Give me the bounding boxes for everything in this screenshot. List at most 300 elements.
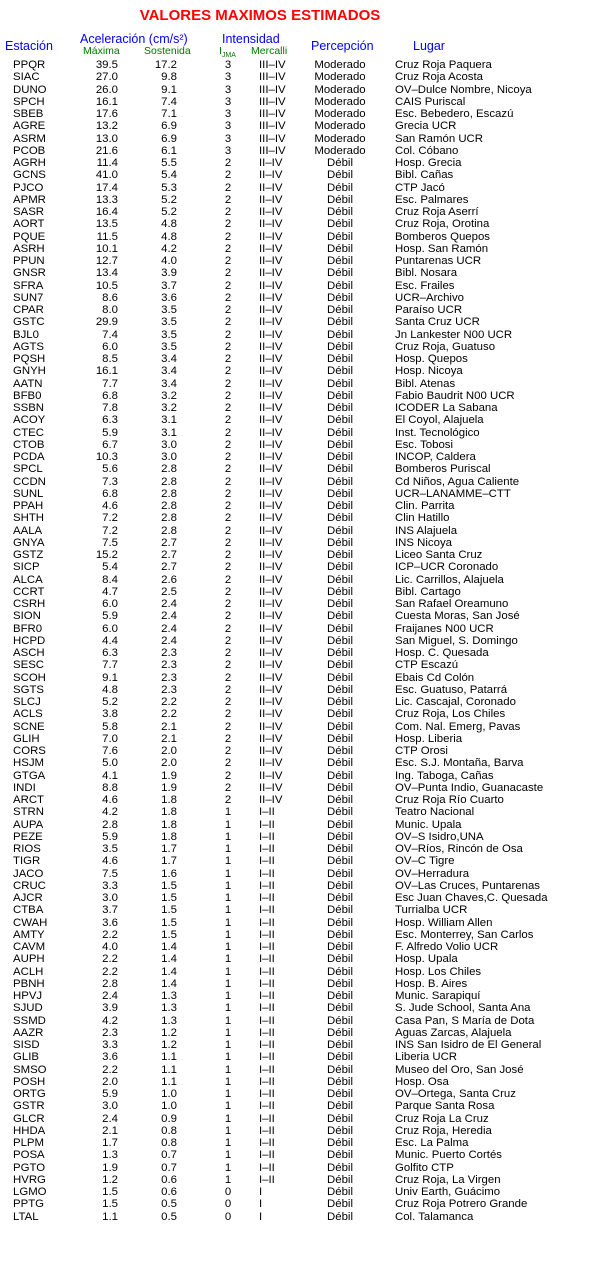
max-accel-cell: 5.9 <box>102 830 118 843</box>
place-cell: Hosp. Quepos <box>395 353 468 365</box>
table-row <box>0 598 590 610</box>
place-cell: Esc Juan Chaves,C. Quesada <box>395 892 548 904</box>
ijma-cell: 2 <box>224 622 232 635</box>
table-row <box>0 231 590 243</box>
max-accel-cell: 2.2 <box>102 928 118 941</box>
max-accel-cell: 26.0 <box>95 83 118 96</box>
mercalli-cell: II–IV <box>259 659 283 672</box>
place-cell: CTP Orosi <box>395 745 448 757</box>
ijma-cell: 2 <box>224 536 232 549</box>
ijma-cell: 2 <box>224 242 232 255</box>
sustained-accel-cell: 1.5 <box>161 879 177 892</box>
mercalli-cell: I <box>259 1198 263 1211</box>
station-cell: AGRE <box>13 120 46 133</box>
place-cell: Cruz Roja, Los Chiles <box>395 708 506 721</box>
ijma-cell: 1 <box>224 1124 232 1137</box>
sustained-accel-cell: 2.4 <box>161 598 177 610</box>
sustained-accel-cell: 0.5 <box>161 1210 177 1223</box>
station-cell: ASCH <box>13 647 45 659</box>
station-cell: PQUE <box>13 230 46 243</box>
place-cell: Cruz Roja Río Cuarto <box>395 794 504 806</box>
acceleration-header: Aceleración (cm/s²) <box>80 32 188 46</box>
sustained-accel-cell: 1.4 <box>161 977 177 990</box>
table-row <box>0 206 590 218</box>
ijma-cell: 2 <box>224 757 232 770</box>
perception-cell: Débil <box>327 708 353 721</box>
mercalli-cell: II–IV <box>259 622 283 635</box>
place-cell: Turrialba UCR <box>395 904 468 917</box>
ijma-cell: 2 <box>224 389 232 402</box>
station-cell: SUN7 <box>13 291 44 304</box>
perception-cell: Débil <box>327 1002 353 1015</box>
perception-cell: Débil <box>327 279 353 292</box>
station-cell: LGMO <box>13 1186 47 1198</box>
place-cell: CTP Escazú <box>395 659 459 672</box>
table-row <box>0 402 590 414</box>
ijma-cell: 2 <box>224 181 232 194</box>
place-cell: Hosp. B. Aires <box>395 977 468 990</box>
ijma-cell: 1 <box>224 1002 232 1015</box>
mercalli-cell: II–IV <box>259 157 283 169</box>
mercalli-cell: II–IV <box>259 647 283 659</box>
station-cell: STRN <box>13 806 45 819</box>
perception-cell: Débil <box>327 977 353 990</box>
ijma-cell: 2 <box>224 402 232 414</box>
mercalli-cell: II–IV <box>259 561 283 574</box>
sustained-accel-cell: 6.9 <box>161 132 177 145</box>
station-cell: CTEC <box>13 426 45 439</box>
perception-cell: Débil <box>327 487 353 500</box>
mercalli-cell: I–II <box>259 1124 275 1137</box>
table-row <box>0 868 590 880</box>
max-accel-cell: 3.3 <box>102 879 118 892</box>
max-accel-cell: 3.3 <box>102 1039 118 1051</box>
sustained-accel-cell: 3.9 <box>161 267 177 280</box>
place-cell: Fabio Baudrit N00 UCR <box>395 389 515 402</box>
station-cell: SCOH <box>13 671 46 684</box>
ijma-cell: 0 <box>224 1186 232 1198</box>
perception-cell: Débil <box>327 1075 353 1088</box>
station-cell: GLIH <box>13 732 40 745</box>
table-row <box>0 978 590 990</box>
station-cell: GNYH <box>13 365 46 378</box>
table-row <box>0 243 590 255</box>
mercalli-cell: II–IV <box>259 598 283 610</box>
ijma-cell: 2 <box>224 671 232 684</box>
station-cell: SUNL <box>13 487 44 500</box>
mercalli-cell: I–II <box>259 892 275 904</box>
ijma-cell: 2 <box>224 328 232 341</box>
station-cell: CPAR <box>13 304 44 316</box>
place-cell: S. Jude School, Santa Ana <box>395 1002 531 1015</box>
table-row <box>0 439 590 451</box>
table-row <box>0 831 590 843</box>
sustained-accel-cell: 3.4 <box>161 353 177 365</box>
perception-cell: Débil <box>327 990 353 1002</box>
ijma-cell: 2 <box>224 340 232 353</box>
station-cell: PBNH <box>13 977 45 990</box>
mercalli-cell: II–IV <box>259 402 283 414</box>
station-cell: CRUC <box>13 879 46 892</box>
mercalli-cell: III–IV <box>259 144 286 157</box>
ijma-cell: 2 <box>224 365 232 378</box>
place-cell: Esc. Bebedero, Escazú <box>395 108 514 120</box>
station-cell: CAVM <box>13 941 46 953</box>
sustained-accel-cell: 1.4 <box>161 953 177 966</box>
max-accel-cell: 4.6 <box>102 500 118 512</box>
sustained-accel-cell: 1.5 <box>161 916 177 929</box>
mercalli-cell: II–IV <box>259 304 283 316</box>
place-cell: Cruz Roja, Orotina <box>395 218 490 231</box>
perception-cell: Débil <box>327 267 353 280</box>
ijma-cell: 2 <box>224 193 232 206</box>
station-cell: INDI <box>13 781 36 794</box>
place-cell: Fraijanes N00 UCR <box>395 622 494 635</box>
place-cell: Esc. Palmares <box>395 193 469 206</box>
mercalli-cell: I–II <box>259 977 275 990</box>
ijma-cell: 3 <box>224 71 232 84</box>
max-accel-cell: 4.2 <box>102 806 118 819</box>
station-cell: PPAH <box>13 500 44 512</box>
mercalli-cell: II–IV <box>259 634 283 647</box>
place-cell: OV–S Isidro,UNA <box>395 830 484 843</box>
max-subheader: Máxima <box>83 45 120 57</box>
ijma-cell: 1 <box>224 953 232 966</box>
place-cell: Jn Lankester N00 UCR <box>395 328 513 341</box>
sustained-accel-cell: 2.1 <box>161 720 177 733</box>
perception-cell: Débil <box>327 536 353 549</box>
max-accel-cell: 5.2 <box>102 696 118 708</box>
perception-cell: Débil <box>327 769 353 782</box>
perception-cell: Moderado <box>314 83 366 96</box>
station-cell: BFB0 <box>13 389 42 402</box>
place-cell: El Coyol, Alajuela <box>395 414 484 427</box>
ijma-cell: 2 <box>224 218 232 231</box>
mercalli-cell: I–II <box>259 1100 275 1113</box>
ijma-cell: 2 <box>224 696 232 708</box>
place-cell: Cruz Roja Paquera <box>395 59 492 71</box>
table-title: VALORES MAXIMOS ESTIMADOS <box>139 7 381 24</box>
mercalli-cell: II–IV <box>259 671 283 684</box>
perception-cell: Débil <box>327 206 353 218</box>
place-cell: Esc. Tobosi <box>395 438 454 451</box>
ijma-cell: 2 <box>224 610 232 623</box>
table-row <box>0 353 590 365</box>
station-cell: AGTS <box>13 340 45 353</box>
table-row <box>0 1100 590 1112</box>
station-cell: LTAL <box>13 1210 39 1223</box>
place-cell: OV–Dulce Nombre, Nicoya <box>395 83 532 96</box>
sustained-accel-cell: 1.2 <box>161 1026 177 1039</box>
station-cell: APMR <box>13 193 46 206</box>
max-accel-cell: 2.8 <box>102 818 118 831</box>
station-cell: GLCR <box>13 1112 45 1125</box>
sustained-accel-cell: 1.1 <box>161 1075 177 1088</box>
ijma-cell: 3 <box>224 132 232 145</box>
mercalli-cell: II–IV <box>259 487 283 500</box>
sustained-accel-cell: 6.1 <box>161 144 177 157</box>
ijma-cell: 2 <box>224 377 232 390</box>
place-cell: Casa Pan, S María de Dota <box>395 1014 535 1027</box>
ijma-cell: 2 <box>224 304 232 316</box>
table-row <box>0 145 590 157</box>
max-accel-cell: 15.2 <box>95 549 118 561</box>
max-accel-cell: 6.8 <box>102 389 118 402</box>
sustained-accel-cell: 1.5 <box>161 892 177 904</box>
mercalli-cell: II–IV <box>259 242 283 255</box>
max-accel-cell: 1.9 <box>102 1161 118 1174</box>
station-cell: AGRH <box>13 157 46 169</box>
station-cell: GSTR <box>13 1100 45 1113</box>
mercalli-cell: I–II <box>259 867 275 880</box>
ijma-cell: 1 <box>224 879 232 892</box>
perception-cell: Débil <box>327 1112 353 1125</box>
table-row <box>0 574 590 586</box>
sustained-accel-cell: 3.4 <box>161 377 177 390</box>
sustained-accel-cell: 2.0 <box>161 757 177 770</box>
perception-cell: Débil <box>327 1100 353 1113</box>
station-cell: AMTY <box>13 928 45 941</box>
table-row <box>0 561 590 573</box>
sustained-accel-cell: 1.8 <box>161 794 177 806</box>
max-accel-cell: 13.4 <box>95 267 118 280</box>
station-cell: GSTC <box>13 316 45 329</box>
mercalli-cell: I <box>259 1210 263 1223</box>
sustained-accel-cell: 1.9 <box>161 781 177 794</box>
place-cell: OV–Ríos, Rincón de Osa <box>395 843 523 855</box>
sustained-accel-cell: 4.8 <box>161 230 177 243</box>
mercalli-cell: II–IV <box>259 451 283 463</box>
mercalli-cell: II–IV <box>259 340 283 353</box>
mercalli-cell: II–IV <box>259 193 283 206</box>
mercalli-cell: I–II <box>259 879 275 892</box>
ijma-cell: 2 <box>224 267 232 280</box>
ijma-cell: 2 <box>224 561 232 574</box>
perception-cell: Débil <box>327 634 353 647</box>
ijma-sub: JMA <box>221 52 236 60</box>
table-row <box>0 696 590 708</box>
table-row <box>0 280 590 292</box>
sustained-subheader: Sostenida <box>144 45 191 57</box>
max-accel-cell: 6.8 <box>102 487 118 500</box>
max-accel-cell: 17.6 <box>95 108 118 120</box>
ijma-cell: 2 <box>224 414 232 427</box>
station-cell: CCDN <box>13 475 46 488</box>
ijma-cell: 2 <box>224 659 232 672</box>
perception-cell: Débil <box>327 475 353 488</box>
table-row <box>0 721 590 733</box>
ijma-cell: 1 <box>224 867 232 880</box>
place-cell: Hosp. Grecia <box>395 157 462 169</box>
mercalli-cell: I–II <box>259 928 275 941</box>
place-cell: Hosp. San Ramón <box>395 242 489 255</box>
sustained-accel-cell: 9.1 <box>161 83 177 96</box>
perception-cell: Débil <box>327 218 353 231</box>
place-cell: Puntarenas UCR <box>395 255 482 267</box>
place-cell: Inst. Tecnológico <box>395 426 480 439</box>
mercalli-subheader: Mercalli <box>251 45 288 57</box>
max-accel-cell: 7.4 <box>102 328 118 341</box>
place-cell: Com. Nal. Emerg, Pavas <box>395 720 521 733</box>
max-accel-cell: 8.8 <box>102 781 118 794</box>
station-cell: GCNS <box>13 169 46 182</box>
sustained-accel-cell: 2.8 <box>161 475 177 488</box>
station-cell: SASR <box>13 206 45 218</box>
mercalli-cell: II–IV <box>259 316 283 329</box>
intensity-header: Intensidad <box>222 32 280 46</box>
mercalli-cell: III–IV <box>259 108 286 120</box>
place-cell: Aguas Zarcas, Alajuela <box>395 1026 512 1039</box>
mercalli-cell: II–IV <box>259 732 283 745</box>
station-cell: SJUD <box>13 1002 43 1015</box>
place-cell: Esc. La Palma <box>395 1137 469 1149</box>
place-cell: Lic. Cascajal, Coronado <box>395 696 516 708</box>
table-row <box>0 537 590 549</box>
ijma-cell: 2 <box>224 573 232 586</box>
mercalli-cell: I–II <box>259 855 275 868</box>
max-accel-cell: 8.4 <box>102 573 118 586</box>
sustained-accel-cell: 0.6 <box>161 1186 177 1198</box>
station-cell: PGTO <box>13 1161 46 1174</box>
table-row <box>0 1137 590 1149</box>
place-cell: Bibl. Cañas <box>395 169 454 182</box>
ijma-cell: 3 <box>224 95 232 108</box>
ijma-cell: 3 <box>224 120 232 133</box>
sustained-accel-cell: 3.0 <box>161 451 177 463</box>
perception-cell: Débil <box>327 1039 353 1051</box>
ijma-cell: 2 <box>224 585 232 598</box>
perception-cell: Débil <box>327 353 353 365</box>
ijma-cell: 2 <box>224 475 232 488</box>
sustained-accel-cell: 5.5 <box>161 157 177 169</box>
station-cell: POSA <box>13 1149 45 1162</box>
sustained-accel-cell: 3.4 <box>161 365 177 378</box>
place-cell: Cd Niños, Agua Caliente <box>395 475 520 488</box>
sustained-accel-cell: 2.4 <box>161 634 177 647</box>
perception-cell: Débil <box>327 610 353 623</box>
perception-cell: Débil <box>327 843 353 855</box>
mercalli-cell: II–IV <box>259 708 283 721</box>
mercalli-cell: II–IV <box>259 536 283 549</box>
table-row <box>0 525 590 537</box>
table-row <box>0 378 590 390</box>
table-row <box>0 1174 590 1186</box>
ijma-cell: 2 <box>224 230 232 243</box>
place-cell: Santa Cruz UCR <box>395 316 480 329</box>
max-accel-cell: 5.9 <box>102 426 118 439</box>
sustained-accel-cell: 3.0 <box>161 438 177 451</box>
max-accel-cell: 3.8 <box>102 708 118 721</box>
place-cell: Hosp. Liberia <box>395 732 463 745</box>
ijma-subheader <box>219 45 236 59</box>
table-row <box>0 1027 590 1039</box>
table-row <box>0 255 590 267</box>
table-row <box>0 463 590 475</box>
station-cell: GLIB <box>13 1051 39 1064</box>
station-cell: DUNO <box>13 83 47 96</box>
station-cell: GNYA <box>13 536 45 549</box>
station-cell: SISD <box>13 1039 40 1051</box>
sustained-accel-cell: 1.3 <box>161 1002 177 1015</box>
perception-cell: Débil <box>327 683 353 696</box>
perception-cell: Débil <box>327 916 353 929</box>
sustained-accel-cell: 1.0 <box>161 1088 177 1100</box>
place-cell: Bibl. Atenas <box>395 377 456 390</box>
mercalli-cell: II–IV <box>259 573 283 586</box>
sustained-accel-cell: 0.6 <box>161 1173 177 1186</box>
sustained-accel-cell: 5.2 <box>161 206 177 218</box>
table-row <box>0 329 590 341</box>
sustained-accel-cell: 2.2 <box>161 708 177 721</box>
station-cell: PLPM <box>13 1137 45 1149</box>
table-row <box>0 120 590 132</box>
sustained-accel-cell: 2.7 <box>161 561 177 574</box>
table-row <box>0 1039 590 1051</box>
table-row <box>0 757 590 769</box>
max-accel-cell: 1.2 <box>102 1173 118 1186</box>
place-cell: Hosp. Osa <box>395 1075 449 1088</box>
ijma-cell: 3 <box>224 83 232 96</box>
table-row <box>0 169 590 181</box>
ijma-cell: 3 <box>224 144 232 157</box>
mercalli-cell: I–II <box>259 941 275 953</box>
mercalli-cell: II–IV <box>259 169 283 182</box>
sustained-accel-cell: 2.3 <box>161 647 177 659</box>
sustained-accel-cell: 1.5 <box>161 904 177 917</box>
perception-cell: Débil <box>327 1198 353 1211</box>
mercalli-cell: II–IV <box>259 414 283 427</box>
ijma-cell: 1 <box>224 1173 232 1186</box>
mercalli-cell: I–II <box>259 1149 275 1162</box>
perception-cell: Débil <box>327 1026 353 1039</box>
table-row <box>0 770 590 782</box>
sustained-accel-cell: 9.8 <box>161 71 177 84</box>
perception-cell: Débil <box>327 659 353 672</box>
perception-cell: Débil <box>327 402 353 414</box>
station-cell: CORS <box>13 745 46 757</box>
max-accel-cell: 4.0 <box>102 941 118 953</box>
mercalli-cell: I–II <box>259 1161 275 1174</box>
mercalli-cell: II–IV <box>259 438 283 451</box>
max-accel-cell: 2.8 <box>102 977 118 990</box>
station-cell: SMSO <box>13 1063 47 1076</box>
perception-cell: Débil <box>327 328 353 341</box>
mercalli-cell: III–IV <box>259 71 286 84</box>
ijma-cell: 2 <box>224 781 232 794</box>
max-accel-cell: 21.6 <box>95 144 118 157</box>
perception-cell: Débil <box>327 157 353 169</box>
mercalli-cell: II–IV <box>259 181 283 194</box>
perception-cell: Débil <box>327 806 353 819</box>
table-row <box>0 1149 590 1161</box>
mercalli-cell: II–IV <box>259 230 283 243</box>
place-cell: OV–Punta Indio, Guanacaste <box>395 781 544 794</box>
place-cell: ICP–UCR Coronado <box>395 561 499 574</box>
table-row <box>0 341 590 353</box>
ijma-cell: 1 <box>224 830 232 843</box>
station-cell: CWAH <box>13 916 48 929</box>
mercalli-cell: II–IV <box>259 475 283 488</box>
place-cell: Esc. S.J. Montaña, Barva <box>395 757 524 770</box>
place-cell: Museo del Oro, San José <box>395 1063 524 1076</box>
ijma-cell: 2 <box>224 487 232 500</box>
table-row <box>0 684 590 696</box>
table-row <box>0 586 590 598</box>
max-accel-cell: 8.0 <box>102 304 118 316</box>
station-cell: PCDA <box>13 451 45 463</box>
table-row <box>0 488 590 500</box>
ijma-cell: 2 <box>224 745 232 757</box>
